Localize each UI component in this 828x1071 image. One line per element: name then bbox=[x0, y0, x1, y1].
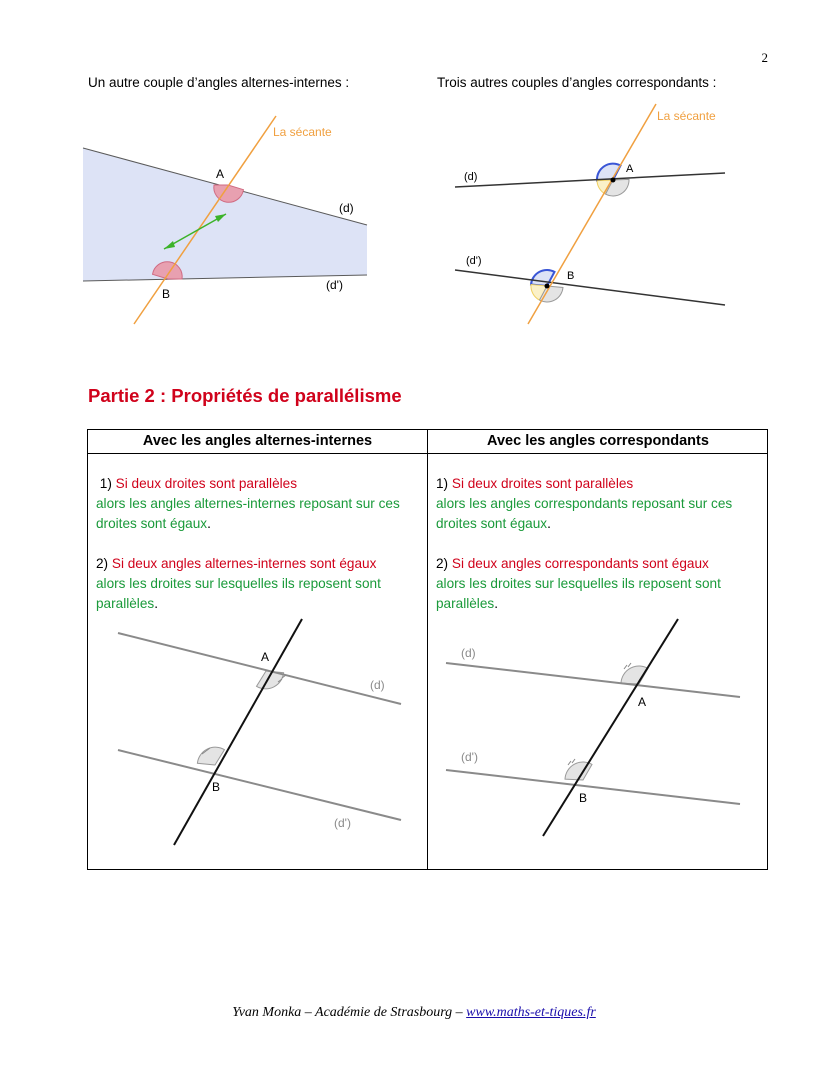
table-header-correspondants: Avec les angles correspondants bbox=[487, 433, 709, 449]
property-1-number: 1) bbox=[99, 476, 116, 491]
footer-text: Yvan Monka – Académie de Strasbourg – bbox=[232, 1005, 467, 1020]
tick-a-2 bbox=[628, 663, 631, 667]
property-2-correspondants bbox=[436, 554, 764, 614]
property-1-hypothesis: Si deux droites sont parallèles bbox=[451, 476, 634, 491]
secant-line bbox=[174, 619, 302, 845]
line-d-label: (d) bbox=[464, 171, 478, 183]
point-a bbox=[611, 178, 616, 183]
figure-correspondants bbox=[450, 100, 735, 330]
line-d bbox=[446, 663, 740, 697]
figure-alternes-internes bbox=[80, 98, 375, 330]
table-figure-correspondants bbox=[438, 615, 748, 845]
footer bbox=[0, 1005, 828, 1021]
footer-link[interactable]: www.maths-et-tiques.fr bbox=[466, 1005, 596, 1020]
point-a-label: A bbox=[626, 163, 634, 175]
secant-line bbox=[528, 104, 656, 324]
point-a-label: A bbox=[216, 167, 225, 181]
line-d bbox=[455, 173, 725, 187]
table-figure-alternes-internes bbox=[108, 615, 408, 850]
line-d-label: (d) bbox=[370, 678, 385, 692]
secant-label: La sécante bbox=[273, 125, 332, 139]
point-b bbox=[545, 284, 550, 289]
property-1-hypothesis: Si deux droites sont parallèles bbox=[115, 476, 298, 491]
table-header-alternes-internes: Avec les angles alternes-internes bbox=[142, 433, 373, 449]
property-1-correspondants bbox=[436, 474, 764, 534]
point-b-label: B bbox=[579, 791, 588, 805]
line-d-prime-label: (d') bbox=[334, 816, 351, 830]
property-2-conclusion: alors les droites sur lesquelles ils reposent sont parallèles bbox=[96, 576, 381, 611]
point-a-label: A bbox=[638, 695, 647, 709]
property-2-period: . bbox=[494, 596, 498, 611]
property-1-alternes bbox=[96, 474, 422, 534]
page-number: 2 bbox=[761, 50, 768, 65]
line-d-label: (d) bbox=[339, 201, 354, 215]
line-d-prime-label: (d') bbox=[461, 750, 478, 764]
caption-alternes-internes: Un autre couple d’angles alternes-internes : bbox=[88, 75, 350, 90]
property-2-number: 2) bbox=[96, 556, 112, 571]
line-d-prime bbox=[446, 770, 740, 804]
tick-b-1 bbox=[568, 761, 571, 765]
point-b-label: B bbox=[162, 287, 171, 301]
table-header-divider bbox=[88, 453, 767, 454]
secant-line bbox=[543, 619, 678, 836]
point-a-label: A bbox=[261, 650, 270, 664]
point-b-label: B bbox=[567, 270, 575, 282]
property-1-period: . bbox=[547, 516, 551, 531]
property-1-conclusion: alors les angles correspondants reposant sur ces droites sont égaux bbox=[436, 496, 733, 531]
line-d-prime bbox=[455, 270, 725, 305]
properties-table bbox=[87, 429, 768, 870]
property-2-hypothesis: Si deux angles correspondants sont égaux bbox=[451, 556, 709, 571]
property-2-conclusion: alors les droites sur lesquelles ils reposent sont parallèles bbox=[436, 576, 721, 611]
property-1-conclusion: alors les angles alternes-internes reposant sur ces droites sont égaux bbox=[96, 496, 400, 531]
section-title: Partie 2 : Propriétés de parallélisme bbox=[88, 385, 402, 406]
line-d-label: (d) bbox=[461, 646, 476, 660]
property-2-number: 2) bbox=[436, 556, 452, 571]
cell-correspondants-text bbox=[436, 474, 764, 614]
tick-b-2 bbox=[572, 759, 575, 763]
line-d-prime-label: (d') bbox=[466, 255, 482, 267]
point-b-label: B bbox=[212, 780, 221, 794]
secant-label: La sécante bbox=[657, 109, 716, 123]
property-1-number: 1) bbox=[436, 476, 452, 491]
property-2-period: . bbox=[154, 596, 158, 611]
tick-a-1 bbox=[624, 665, 627, 669]
caption-correspondants: Trois autres couples d’angles correspondants : bbox=[437, 75, 717, 90]
cell-alternes-internes-text bbox=[96, 474, 422, 614]
line-d-prime bbox=[118, 750, 401, 820]
line-d-prime-label: (d') bbox=[326, 278, 343, 292]
property-2-hypothesis: Si deux angles alternes-internes sont égaux bbox=[111, 556, 377, 571]
property-2-alternes bbox=[96, 554, 422, 614]
table-column-divider bbox=[427, 430, 428, 869]
property-1-period: . bbox=[207, 516, 211, 531]
